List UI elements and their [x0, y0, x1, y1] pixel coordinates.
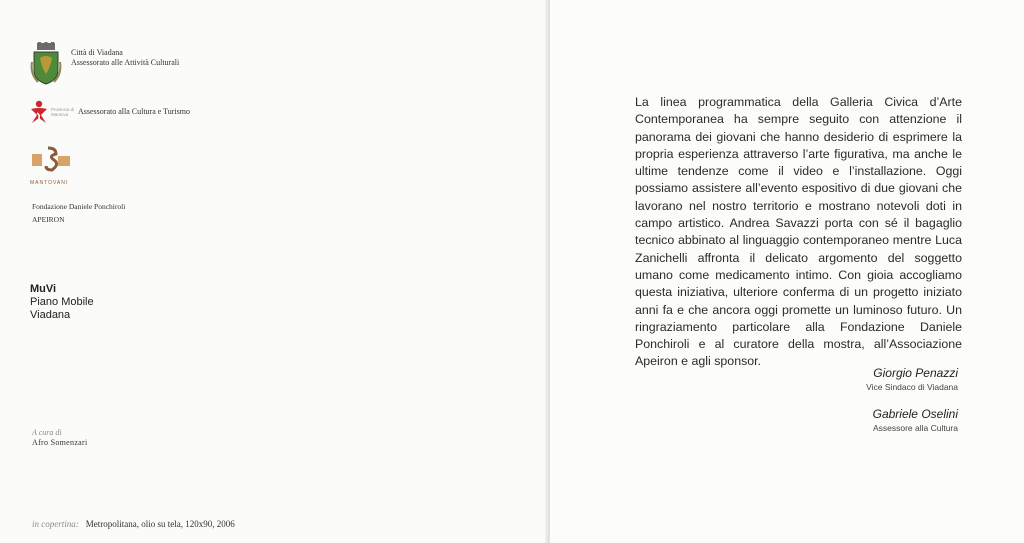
intro-paragraph: La linea programmatica della Galleria Civica d’Arte Contemporanea ha sempre seguito con attenzione il panorama dei giovani che hanno desiderio di esprimere la propria esperienza attraverso l’arte figurativa, ma anche le ultime tendenze come il video e l’installazione. Oggi possiamo assistere all’evento espositivo di due giovani che lavorano nel nostro territorio e mostrano notevoli doti in campo artistico. Andrea Savazzi porta con sé il bagaglio tecnico abbinato al linguaggio contemporaneo mentre Luca Zanichelli affronta il delicato argomento del soggetto umano come medicamento intimo. Con gioia accogliamo questa iniziativa, ulteriore conferma di un progetto iniziato anni fa e che ancora oggi promette un luminoso futuro. Un ringraziamento particolare alla Fondazione Daniele Ponchiroli e al curatore della mostra, all’Associazione Apeiron e agli sponsor. [635, 95, 962, 369]
signature-name: Gabriele Oselini [872, 407, 958, 421]
signature-name: Giorgio Penazzi [873, 366, 958, 380]
sponsor-mark-icon [30, 146, 74, 174]
foundation-association: APEIRON [32, 215, 65, 224]
cover-caption [32, 514, 235, 532]
foundation-name: Fondazione Daniele Ponchiroli [32, 202, 126, 211]
curator-label: A cura di [32, 428, 62, 437]
signature-role: Assessore alla Cultura [872, 423, 958, 433]
cover-description: Metropolitana, olio su tela, 120x90, 2006 [85, 519, 235, 529]
province-logo-icon [28, 99, 50, 125]
foundation-block [32, 202, 125, 225]
municipality-name: Città di Viadana [71, 48, 123, 57]
sponsor-logo-text: MANTOVANI [30, 180, 69, 186]
signature-2 [800, 407, 958, 433]
province-block [28, 99, 190, 125]
signature-role: Vice Sindaco di Viadana [866, 382, 958, 392]
viadana-crest-icon [30, 42, 62, 86]
cover-label: in copertina: [32, 519, 79, 529]
venue-floor: Piano Mobile [30, 296, 94, 308]
municipality-block [30, 42, 179, 86]
sponsor-logo [30, 146, 74, 186]
municipality-office: Assessorato alle Attività Culturali [71, 58, 180, 67]
signature-1 [800, 366, 958, 392]
venue-city: Viadana [30, 309, 71, 321]
venue-block [30, 283, 94, 322]
venue-name: MuVi [30, 283, 57, 295]
province-logo-text: Provincia di Mantova [51, 107, 75, 117]
right-page [550, 0, 1024, 543]
curator-name: Afro Somenzari [32, 438, 88, 447]
province-office: Assessorato alla Cultura e Turismo [78, 107, 190, 116]
curator-block [32, 428, 88, 448]
